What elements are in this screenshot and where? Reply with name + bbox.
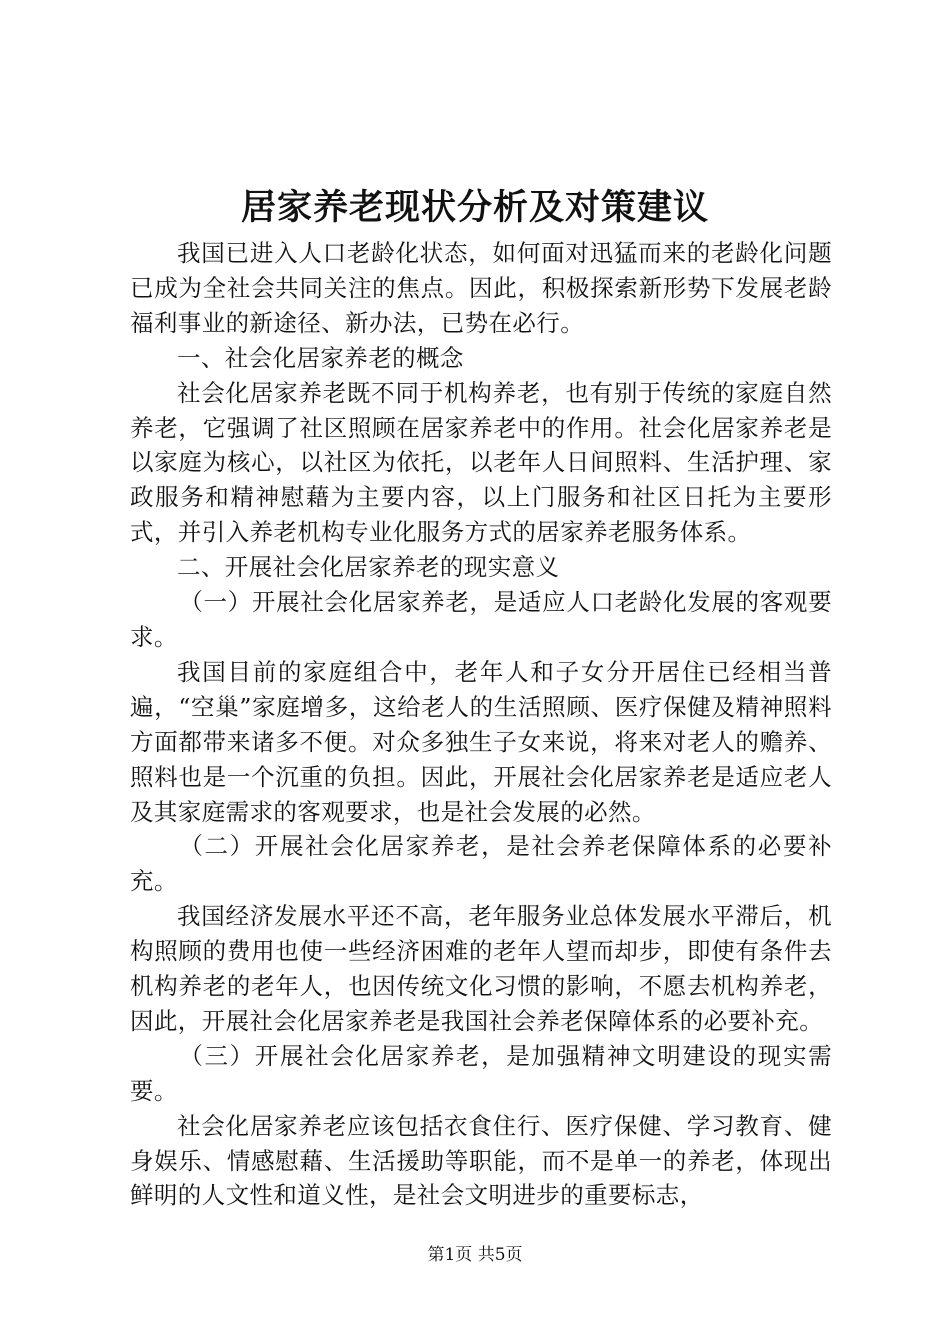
page-footer: 第1页 共5页 <box>427 1245 523 1265</box>
document-title: 居家养老现状分析及对策建议 <box>240 187 709 228</box>
section-heading-1: 一、社会化居家养老的概念 <box>177 343 464 372</box>
section-heading-2: 二、开展社会化居家养老的现实意义 <box>177 553 560 582</box>
subheading-2: （二）开展社会化居家养老，是社会养老保障体系的必要补充。 <box>130 832 832 896</box>
subheading-1: （一）开展社会化居家养老，是适应人口老龄化发展的客观要求。 <box>130 588 832 651</box>
paragraph-family: 我国目前的家庭组合中，老年人和子女分开居住已经相当普遍，“空巢”家庭增多，这给老人的生活照顾、医疗保健及精神照料方面都带来诸多不便。对众多独生子女来说，将来对老人的赡养、照料也是一个沉重的负担。因此，开展社会化居家养老是适应老人及其家庭需求的客观要求，也是社会发展的必然。 <box>130 657 832 826</box>
paragraph-economy: 我国经济发展水平还不高，老年服务业总体发展水平滞后，机构照顾的费用也使一些经济困难的老年人望而却步，即使有条件去机构养老的老年人，也因传统文化习惯的影响，不愿去机构养老，因此，开展社会化居家养老是我国社会养老保障体系的必要补充。 <box>130 902 832 1035</box>
paragraph-civilization: 社会化居家养老应该包括衣食住行、医疗保健、学习教育、健身娱乐、情感慰藉、生活援助等职能，而不是单一的养老，体现出鲜明的人文性和道义性，是社会文明进步的重要标志， <box>130 1111 832 1210</box>
document-body <box>130 236 832 1213</box>
subheading-3: （三）开展社会化居家养老，是加强精神文明建设的现实需要。 <box>130 1041 832 1105</box>
paragraph-concept: 社会化居家养老既不同于机构养老，也有别于传统的家庭自然养老，它强调了社区照顾在居家养老中的作用。社会化居家养老是以家庭为核心，以社区为依托，以老年人日间照料、生活护理、家政服务和精神慰藉为主要内容，以上门服务和社区日托为主要形式，并引入养老机构专业化服务方式的居家养老服务体系。 <box>130 378 832 547</box>
paragraph-intro: 我国已进入人口老龄化状态，如何面对迅猛而来的老龄化问题已成为全社会共同关注的焦点。因此，积极探索新形势下发展老龄福利事业的新途径、新办法，已势在必行。 <box>130 239 832 337</box>
